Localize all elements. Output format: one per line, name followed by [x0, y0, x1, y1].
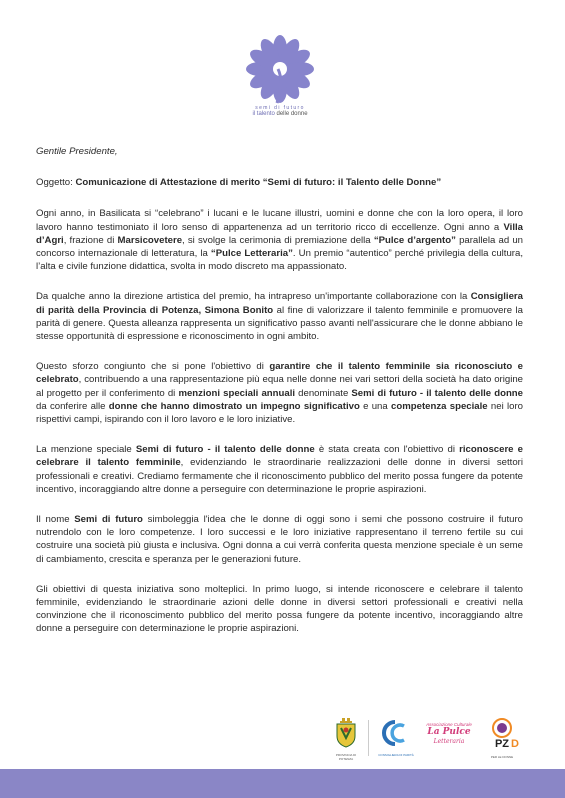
text-run: al fine di valorizzare il talento femminile e promuovere la parità di genere. Questa alleanza rappresenta un significativo passo avanti nell'assicurare che le donne abbiano le stesse opportunità di espressione e riconoscimento in ogni ambito.: [36, 304, 523, 343]
text-run: . Un premio “autentico” perché privilegia della cultura, l’alta e civile funzione didattica, svolta in modo discreto ma appassionato.: [36, 248, 523, 273]
paragraph: [36, 360, 523, 426]
bold-text: Marsicovetere: [117, 234, 183, 246]
paragraphs: [36, 207, 523, 635]
text-run: è stata creata con l'obiettivo di: [314, 444, 460, 456]
consigliera-logo: [374, 718, 418, 760]
logo-title-accent: il talento: [252, 111, 275, 117]
salutation: Gentile Presidente,: [36, 146, 118, 157]
logo-title-rest: delle donne: [276, 111, 308, 117]
logo-title: [240, 111, 320, 118]
text-run: simboleggia l'idea che le donne di oggi sono i semi che possono costruire il futuro nutrendolo con le loro competenze. I loro successi e le loro iniziative rappresentano il terreno fertile su cui costruire una società più giusta e inclusiva. Ogni donna a cui verrà conferita questa menzione speciale è un seme di cambiamento, crescita e speranza per le generazioni future.: [36, 514, 523, 565]
svg-text:D: D: [511, 738, 519, 750]
province-caption: PROVINCIA DI POTENZA: [335, 753, 357, 761]
svg-text:PZ: PZ: [494, 738, 510, 750]
pulce-letteraria-logo: [424, 718, 474, 760]
text-run: Ogni anno, in Basilicata si “celebrano” i lucani e le lucane illustri, uomini e donne che con la loro opera, il loro lavoro hanno testimoniato il loro senso di appartenenza ad un territorio ricco di eccellenze. Ogni anno a: [36, 208, 523, 233]
text-run: , frazione di: [63, 234, 118, 246]
coat-of-arms-icon: [334, 718, 358, 748]
consigliera-cc-icon: [380, 718, 412, 748]
paragraph: [36, 583, 523, 636]
subject-line: [36, 176, 523, 189]
bold-text: “Pulce d’argento”: [373, 234, 456, 246]
pulce-assoc: Associazione Culturale: [426, 722, 472, 727]
bold-text: garantire che il talento femminile sia riconosciuto e celebrato: [36, 361, 524, 386]
bold-text: Semi di futuro - il talento delle donne: [351, 387, 524, 399]
text-run: e una: [359, 400, 392, 412]
text-run: , contribuendo a una rappresentazione più equa nelle donne nei vari settori della società ha dato origine al progetto per il conferimento di: [36, 374, 523, 399]
bold-text: donne che hanno dimostrato un impegno significativo: [108, 400, 360, 412]
bold-text: Semi di futuro - il talento delle donne: [135, 444, 315, 456]
pzd-logo: [480, 718, 524, 760]
text-run: Gli obiettivi di questa iniziativa sono molteplici. In primo luogo, si intende riconoscere e celebrare il talento femminile, evidenziando le straordinarie azioni delle donne in diversi settori professionali e creativi nella convinzione che il riconoscimento pubblico del merito possa fungere da potente incentivo, incoraggiando altre donne a perseguire con determinazione le proprie aspirazioni.: [36, 583, 523, 635]
paragraph: [36, 290, 523, 343]
text-run: da conferire alle: [36, 400, 109, 412]
province-logo: [330, 718, 362, 760]
footer-logos: [330, 718, 530, 760]
paragraph: [36, 443, 523, 496]
text-run: Il nome: [36, 514, 75, 526]
text-run: La menzione speciale: [36, 444, 136, 456]
footer-band: [0, 769, 565, 798]
pulce-name: La Pulce: [427, 727, 471, 737]
footer-divider: [368, 720, 369, 756]
bold-text: “Pulce Letteraria”: [210, 248, 293, 260]
text-run: , evidenziando le straordinarie realizzazioni delle donne in diversi settori professionali e creativi. Crediamo fermamente che il riconoscimento pubblico del merito possa fungere da potente incentivo, incoraggiando altre donne a perseguire con determinazione le proprie aspirazioni.: [36, 457, 523, 495]
bold-text: Villa d’Agri: [36, 221, 523, 246]
logo-tagline: semi di futuro: [255, 105, 305, 111]
text-run: , si svolge la cerimonia di premiazione della: [182, 234, 374, 246]
text-run: denominate: [295, 387, 352, 399]
text-run: Questo sforzo congiunto che si pone l'obiettivo di: [36, 361, 270, 373]
letter-body: [36, 145, 523, 653]
bold-text: menzioni speciali annuali: [178, 387, 296, 399]
bold-text: riconoscere e celebrare il talento femminile: [36, 444, 523, 469]
text-run: nei loro rispettivi campi, ispirando con il loro lavoro e le loro iniziative.: [36, 400, 523, 426]
bold-text: competenza speciale: [391, 400, 488, 412]
pzd-caption: PER LE DONNE: [490, 755, 514, 759]
bold-text: Consigliera di parità della Provincia di Potenza, Simona Bonito: [36, 291, 523, 316]
consigliera-caption: CONSIGLIERA DI PARITÀ: [378, 753, 414, 757]
pzd-badge-icon: [482, 718, 522, 750]
text-run: parallela ad un concorso internazionale di letteratura, la: [36, 234, 524, 260]
paragraph: [36, 207, 523, 273]
bold-text: Semi di futuro: [74, 514, 143, 526]
subject-text: Comunicazione di Attestazione di merito “Semi di futuro: il Talento delle Donne”: [75, 177, 442, 189]
subject-label: Oggetto:: [36, 177, 73, 189]
flower-icon: [245, 34, 315, 104]
semi-di-futuro-logo: [240, 34, 320, 134]
text-run: Da qualche anno la direzione artistica del premio, ha intrapreso un'importante collaborazione con la: [36, 291, 471, 303]
paragraph: [36, 513, 523, 566]
pulce-sub: Letteraria: [433, 738, 465, 745]
